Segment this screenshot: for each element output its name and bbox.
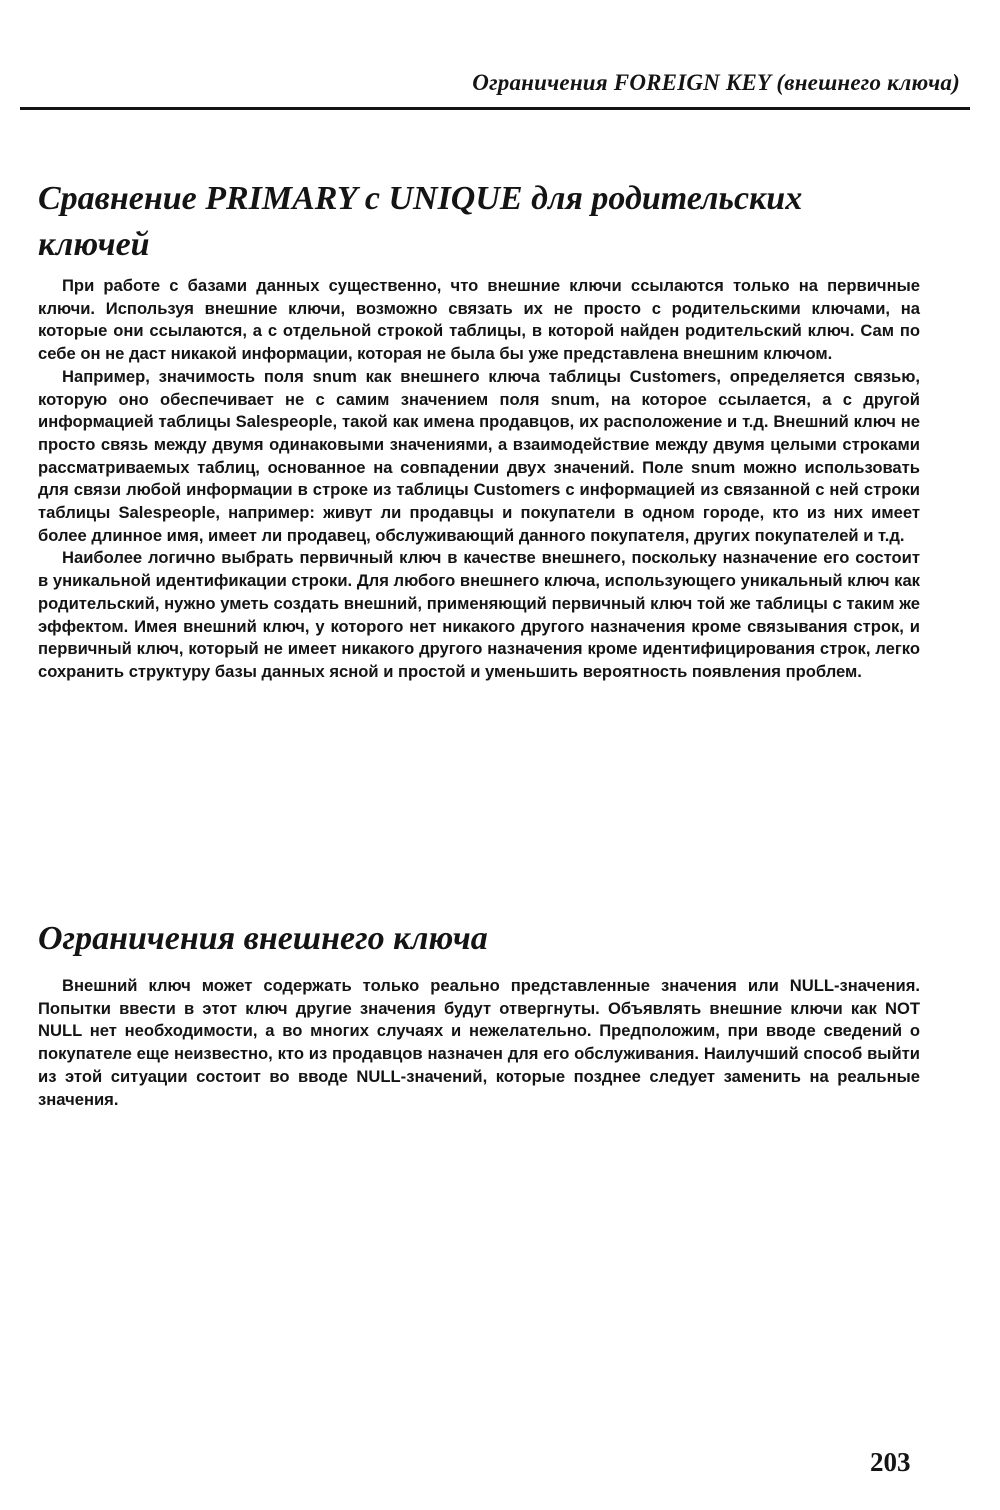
paragraph: Внешний ключ может содержать только реально представленные значения или NULL-значения. Попытки ввести в этот ключ другие значения будут отвергнуты. Объявлять внешние ключи как NOT NULL нет необходимости, а во многих случаях и нежелательно. Предположим, при вводе сведений о покупателе еще неизвестно, кто из продавцов назначен для его обслуживания. Наилучший способ выйти из этой ситуации состоит во вводе NULL-значений, которые позднее следует заменить на реальные значения.: [38, 976, 920, 1109]
running-header: Ограничения FOREIGN KEY (внешнего ключа): [472, 70, 960, 95]
section-title-fk-constraints: Ограничения внешнего ключа: [38, 920, 488, 957]
header-rule: [20, 107, 970, 110]
paragraph: Например, значимость поля snum как внешнего ключа таблицы Customers, определяется связью, которую оно обеспечивает не с самим значением поля snum, на которое ссылается, а с другой информацией таблицы Salespeople, такой как имена продавцов, их расположение и т.д. Внешний ключ не просто связь между двумя одинаковыми значениями, а взаимодействие между двумя целыми строками рассматриваемых таблиц, основанное на совпадении двух значений. Поле snum можно использовать для связи любой информации в строке из таблицы Customers с информацией из связанной с ней строки таблицы Salespeople, например: живут ли продавцы и покупатели в одном городе, кто из них имеет более длинное имя, имеет ли продавец, обслуживающий данного покупателя, других покупателей и т.д.: [38, 366, 920, 545]
page-number: 203: [870, 1447, 911, 1477]
section-body-fk-constraints: [38, 975, 920, 1111]
section-body-primary-vs-unique: [38, 275, 920, 684]
paragraph: Наиболее логично выбрать первичный ключ в качестве внешнего, поскольку назначение его состоит в уникальной идентификации строки. Для любого внешнего ключа, использующего уникальный ключ как родительский, нужно уметь создать внешний, применяющий первичный ключ той же таблицы с таким же эффектом. Имея внешний ключ, у которого нет никакого другого назначения кроме связывания строк, и первичный ключ, который не имеет никакого другого назначения кроме идентифицирования строк, легко сохранить структуру базы данных ясной и простой и уменьшить вероятность появления проблем.: [38, 548, 920, 681]
section-title-primary-vs-unique: Сравнение PRIMARY с UNIQUE для родительских ключей: [38, 180, 803, 263]
paragraph: При работе с базами данных существенно, что внешние ключи ссылаются только на первичные ключи. Используя внешние ключи, возможно связать их не просто с родительскими ключами, на которые они ссылаются, а с отдельной строкой таблицы, в которой найден родительский ключ. Сам по себе он не даст никакой информации, которая не была бы уже представлена внешним ключом.: [38, 276, 920, 364]
